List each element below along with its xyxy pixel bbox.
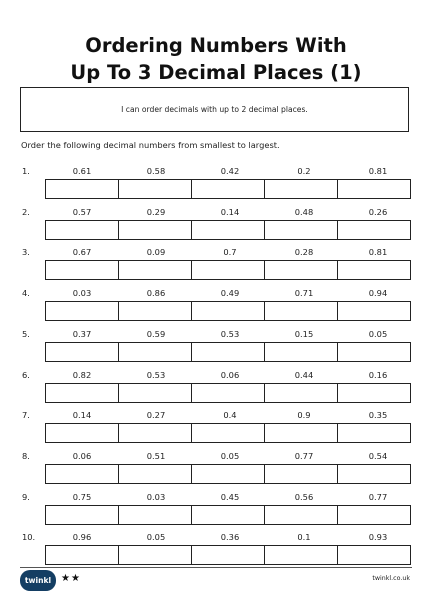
title-line-2: Up To 3 Decimal Places (1) [70,61,362,84]
answer-boxes [45,423,411,443]
question-number: 1. [22,166,30,176]
decimal-value: 0.28 [294,247,314,258]
answer-box[interactable] [338,343,410,361]
decimal-value: 0.1 [297,532,311,543]
answer-box[interactable] [338,384,410,402]
decimal-value: 0.53 [220,328,240,339]
decimal-value: 0.42 [220,166,240,176]
answer-box[interactable] [265,302,338,320]
answer-box[interactable] [119,302,192,320]
decimal-value: 0.71 [294,288,314,299]
worksheet-title [0,32,432,86]
site-url: twinkl.co.uk [372,575,410,582]
answer-box[interactable] [119,424,192,442]
question-number: 9. [22,491,30,502]
decimal-value: 0.06 [72,450,92,461]
answer-box[interactable] [192,546,265,564]
answer-box[interactable] [119,546,192,564]
decimal-value: 0.86 [146,288,166,299]
decimal-value: 0.77 [294,450,314,461]
answer-box[interactable] [46,261,119,279]
answer-box[interactable] [46,343,119,361]
question-number: 5. [22,328,30,339]
answer-box[interactable] [119,506,192,524]
answer-box[interactable] [119,180,192,198]
decimal-value: 0.06 [220,369,240,380]
answer-box[interactable] [119,384,192,402]
decimal-value: 0.59 [146,328,166,339]
question-number: 3. [22,247,30,258]
decimal-value: 0.94 [368,288,388,299]
decimal-value: 0.49 [220,288,240,299]
decimal-value: 0.03 [72,288,92,299]
decimal-value: 0.35 [368,410,388,421]
answer-box[interactable] [265,180,338,198]
decimal-value: 0.14 [220,206,240,217]
instruction-text: Order the following decimal numbers from smallest to largest. [21,140,280,150]
question-number: 6. [22,369,30,380]
answer-box[interactable] [338,546,410,564]
question-row [0,329,432,369]
decimal-value: 0.51 [146,450,166,461]
answer-box[interactable] [265,343,338,361]
twinkl-logo [20,570,56,591]
decimal-value: 0.05 [368,328,388,339]
decimal-value: 0.58 [146,166,166,176]
decimal-value: 0.16 [368,369,388,380]
answer-box[interactable] [338,465,410,483]
answer-box[interactable] [46,424,119,442]
answer-box[interactable] [46,384,119,402]
decimal-value: 0.61 [72,166,92,176]
question-row [0,410,432,450]
answer-boxes [45,505,411,525]
question-number: 8. [22,450,30,461]
answer-boxes [45,220,411,240]
difficulty-stars: ★★ [61,573,81,584]
answer-box[interactable] [46,465,119,483]
question-row [0,492,432,532]
title-line-1: Ordering Numbers With [85,34,347,57]
answer-box[interactable] [119,343,192,361]
decimal-value: 0.03 [146,491,166,502]
decimal-value: 0.81 [368,166,388,176]
decimal-value: 0.67 [72,247,92,258]
decimal-value: 0.93 [368,532,388,543]
answer-box[interactable] [265,465,338,483]
answer-box[interactable] [338,221,410,239]
answer-boxes [45,545,411,565]
answer-boxes [45,383,411,403]
decimal-value: 0.2 [297,166,311,176]
question-number: 7. [22,410,30,421]
decimal-value: 0.81 [368,247,388,258]
answer-box[interactable] [338,261,410,279]
question-number: 10. [22,532,36,543]
answer-box[interactable] [46,546,119,564]
question-number: 4. [22,288,30,299]
decimal-value: 0.14 [72,410,92,421]
answer-boxes [45,301,411,321]
question-row [0,247,432,287]
decimal-value: 0.77 [368,491,388,502]
question-row [0,370,432,410]
answer-box[interactable] [192,506,265,524]
answer-boxes [45,179,411,199]
question-row [0,288,432,328]
question-row [0,166,432,206]
answer-box[interactable] [265,261,338,279]
answer-box[interactable] [192,465,265,483]
learning-objective-box [20,87,409,132]
answer-box[interactable] [338,424,410,442]
question-row [0,207,432,247]
decimal-value: 0.56 [294,491,314,502]
decimal-value: 0.05 [146,532,166,543]
decimal-value: 0.05 [220,450,240,461]
answer-boxes [45,260,411,280]
logo-text: twinkl [24,576,52,585]
answer-box[interactable] [192,343,265,361]
decimal-value: 0.57 [72,206,92,217]
decimal-value: 0.48 [294,206,314,217]
answer-box[interactable] [338,180,410,198]
decimal-value: 0.4 [223,410,237,421]
question-row [0,451,432,491]
answer-box[interactable] [192,384,265,402]
answer-box[interactable] [119,221,192,239]
decimal-value: 0.9 [297,410,311,421]
decimal-value: 0.45 [220,491,240,502]
decimal-value: 0.82 [72,369,92,380]
answer-box[interactable] [119,261,192,279]
decimal-value: 0.54 [368,450,388,461]
decimal-value: 0.29 [146,206,166,217]
answer-boxes [45,342,411,362]
answer-box[interactable] [192,424,265,442]
answer-box[interactable] [119,465,192,483]
decimal-value: 0.53 [146,369,166,380]
answer-box[interactable] [265,221,338,239]
answer-box[interactable] [192,221,265,239]
answer-box[interactable] [46,302,119,320]
decimal-value: 0.7 [223,247,237,258]
decimal-value: 0.26 [368,206,388,217]
decimal-value: 0.44 [294,369,314,380]
answer-box[interactable] [192,302,265,320]
answer-box[interactable] [46,221,119,239]
decimal-value: 0.09 [146,247,166,258]
decimal-value: 0.37 [72,328,92,339]
question-number: 2. [22,206,30,217]
decimal-value: 0.36 [220,532,240,543]
answer-box[interactable] [46,506,119,524]
answer-boxes [45,464,411,484]
answer-box[interactable] [192,180,265,198]
decimal-value: 0.27 [146,410,166,421]
decimal-value: 0.96 [72,532,92,543]
footer-divider [20,567,412,568]
learning-objective-text: I can order decimals with up to 2 decimal places. [121,105,308,114]
decimal-value: 0.75 [72,491,92,502]
answer-box[interactable] [265,384,338,402]
answer-box[interactable] [338,302,410,320]
decimal-value: 0.15 [294,328,314,339]
answer-box[interactable] [338,506,410,524]
answer-box[interactable] [265,546,338,564]
answer-box[interactable] [265,506,338,524]
answer-box[interactable] [265,424,338,442]
answer-box[interactable] [192,261,265,279]
answer-box[interactable] [46,180,119,198]
